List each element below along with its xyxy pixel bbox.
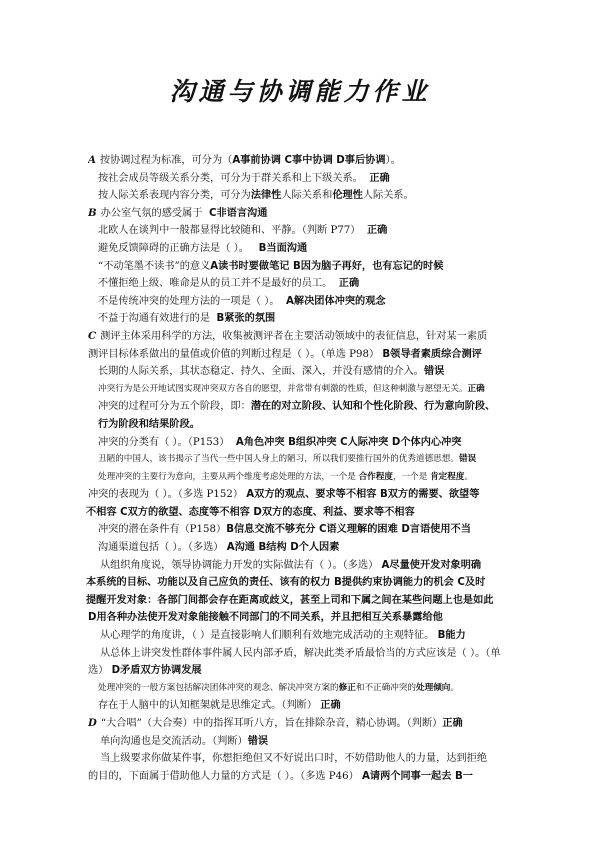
- list-item: 从心理学的角度讲，（ ）是直接影响人们顺利有效地完成活动的主观特征。 B能力: [100, 630, 466, 642]
- list-item: 不懂拒绝上级、唯命是从的员工并不是最好的员工。 正确: [98, 278, 360, 290]
- list-item: C 测评主体采用科学的方法，收集被测评者在主要活动领域中的表征信息，针对某一素质: [88, 329, 488, 342]
- list-item: 避免反馈障碍的正确方法是（ ）。 B当面沟通: [98, 242, 308, 254]
- answer: A尽量使开发对象明确: [381, 559, 482, 571]
- answer: B信息交流不够充分 C语义理解的困难 D言语使用不当: [226, 524, 471, 536]
- list-item: 从组织角度说，领导协调能力开发的实际做法有（ ）。（多选） A尽量使开发对象明确: [100, 559, 482, 571]
- list-item: 处理冲突的一般方案包括解决团体冲突的观念、解决冲突方案的修正和不正确冲突的处理倾向。: [98, 682, 460, 693]
- list-item: 的目的，下面属于借助他人力量的方式是（ ）。（多选 P46） A请两个同事一起去 B一: [88, 770, 473, 782]
- answer: B能力: [437, 630, 466, 642]
- list-item: [86, 504, 520, 522]
- list-item: 不是传统冲突的处理方法的一项是（ ）。 A解决团体冲突的观念: [98, 295, 386, 307]
- answer: 肯定程度: [430, 471, 465, 482]
- answer: 正确: [338, 278, 360, 290]
- answer: 错误: [424, 366, 445, 378]
- list-item: 从总体上讲突发性群体事件属人民内部矛盾，解决此类矛盾最恰当的方式应该是（ ）。（单: [100, 647, 501, 659]
- answer: 本系统的目标、功能以及自己应负的责任、该有的权力 B提供约束协调能力的机会 C及时: [86, 577, 486, 589]
- answer: A解决团体冲突的观念: [286, 295, 386, 307]
- list-item: 沟通渠道包括（ ）。（多选） A沟通 B结构 D个人因素: [98, 542, 340, 554]
- list-item: 不益于沟通有效进行的是 B紧张的氛围: [98, 313, 276, 325]
- list-item: A 按协调过程为标准，可分为（A事前协调 C事中协调 D事后协调）。: [88, 154, 401, 166]
- answer: 修正: [338, 682, 356, 693]
- answer: 错误: [458, 454, 477, 465]
- list-item: 按人际关系表现内容分类，可分为法律性人际关系和伦理性人际关系。: [98, 190, 414, 202]
- list-item: 丑陋的中国人，该书揭示了当代一些中国人身上的陋习，所以我们要推行国外的优秀道德思想。错误: [98, 454, 477, 465]
- list-item: 冲突的潜在条件有（P158）B信息交流不够充分 C语义理解的困难 D言语使用不当: [98, 524, 471, 536]
- list-item: [88, 416, 518, 434]
- answer: B当面沟通: [258, 242, 308, 254]
- answer: 行为阶段和结果阶段。: [98, 418, 200, 430]
- answer: 正确: [366, 225, 388, 237]
- list-item: 当上级要求你做某件事，你想拒绝但又不好说出口时，不妨借助他人的力量，达到拒绝: [100, 753, 488, 765]
- list-item: 冲突行为是公开地试图实现冲突双方各自的愿望，并常带有刺激的性质，但这种刺激与愿望无关。正确: [98, 383, 485, 394]
- list-item: 处理冲突的主要行为意向，主要从两个维度考虑处理的方法，一个是 合作程度，一个是 肯定程度。: [98, 471, 474, 482]
- answer: D矛盾双方协调发展: [111, 665, 202, 677]
- answer: 潜在的对立阶段、认知和个性化阶段、行为意向阶段、: [250, 401, 496, 413]
- answer: 正确: [442, 718, 463, 729]
- page-title: 沟通与协调能力作业: [169, 77, 431, 106]
- question-list: [88, 152, 518, 785]
- answer: 正确: [467, 383, 485, 394]
- list-item: 测评目标体系做出的量值或价值的判断过程是（ ）。（单选 P98） B领导者素质综合测评: [88, 348, 482, 360]
- answer: A沟通 B结构 D个人因素: [226, 542, 340, 554]
- answer: 法律性: [250, 190, 282, 202]
- answer: 合作程度: [358, 471, 393, 482]
- answer: A双方的观点、要求等不相容 B双方的需要、欲望等: [246, 489, 480, 501]
- list-item: D “大合唱”（大合奏）中的指挥耳听八方，旨在排除杂音，精心协调。（判断）正确: [88, 717, 463, 729]
- answer: 处理倾向: [416, 682, 451, 693]
- list-item: [86, 574, 520, 592]
- answer: B紧张的氛围: [216, 313, 276, 325]
- answer: 提醒开发对象：各部门间都会存在距离或歧义，甚至上司和下属之间在某些问题上也是如此: [86, 594, 494, 606]
- section-letter: B: [88, 206, 97, 219]
- answer: D用各种办法使开发对象能接触不同部门的不同关系，并且把相互关系暴露给他: [88, 612, 443, 624]
- answer: 正确: [320, 700, 341, 712]
- section-letter: A: [88, 154, 96, 166]
- list-item: 选） D矛盾双方协调发展: [88, 665, 202, 677]
- list-item: “不动笔墨不读书”的意义A读书时要做笔记 B因为脑子再好，也有忘记的时候: [98, 260, 444, 272]
- answer: C非语言沟通: [208, 207, 268, 219]
- answer: 错误: [247, 735, 269, 747]
- answer: A读书时要做笔记 B因为脑子再好，也有忘记的时候: [210, 260, 444, 272]
- list-item: [88, 609, 518, 627]
- list-item: 北欧人在谈判中一般都显得比较随和、平静。（判断 P77） 正确: [98, 225, 388, 237]
- list-item: 单向沟通也是交流活动。（判断）错误: [100, 735, 269, 747]
- section-letter: D: [88, 717, 97, 729]
- list-item: 长期的人际关系，其状态稳定、持久、全面、深入，并没有感情的介入。错误: [98, 366, 445, 378]
- answer: 伦理性: [332, 190, 363, 202]
- list-item: 冲突的过程可分为五个阶段，即：潜在的对立阶段、认知和个性化阶段、行为意向阶段、: [98, 401, 496, 413]
- answer: 不相容 C双方的欲望、态度等不相容 D双方的态度、利益、要求等不相容: [86, 506, 415, 518]
- list-item: [86, 592, 520, 610]
- list-item: 按社会成员等级关系分类，可分为于群关系和上下级关系。 正确: [98, 172, 390, 184]
- list-item: B 办公室气氛的感受属于 C非语言沟通: [88, 206, 268, 219]
- answer: B领导者素质综合测评: [382, 348, 482, 360]
- answer: 正确: [369, 172, 390, 184]
- list-item: 冲突的表现为（ ）。（多选 P152） A双方的观点、要求等不相容 B双方的需要、欲望等: [88, 489, 480, 501]
- list-item: 冲突的分类有（ ）。（P153） A角色冲突 B组织冲突 C人际冲突 D个体内心冲突: [98, 436, 462, 448]
- answer: A事前协调 C事中协调 D事后协调: [232, 155, 386, 166]
- section-letter: C: [88, 329, 97, 342]
- answer: A角色冲突 B组织冲突 C人际冲突 D个体内心冲突: [235, 436, 462, 448]
- answer: A请两个同事一起去 B一: [362, 770, 473, 782]
- list-item: 存在于人脑中的认知框架就是思维定式。（判断） 正确: [98, 700, 341, 712]
